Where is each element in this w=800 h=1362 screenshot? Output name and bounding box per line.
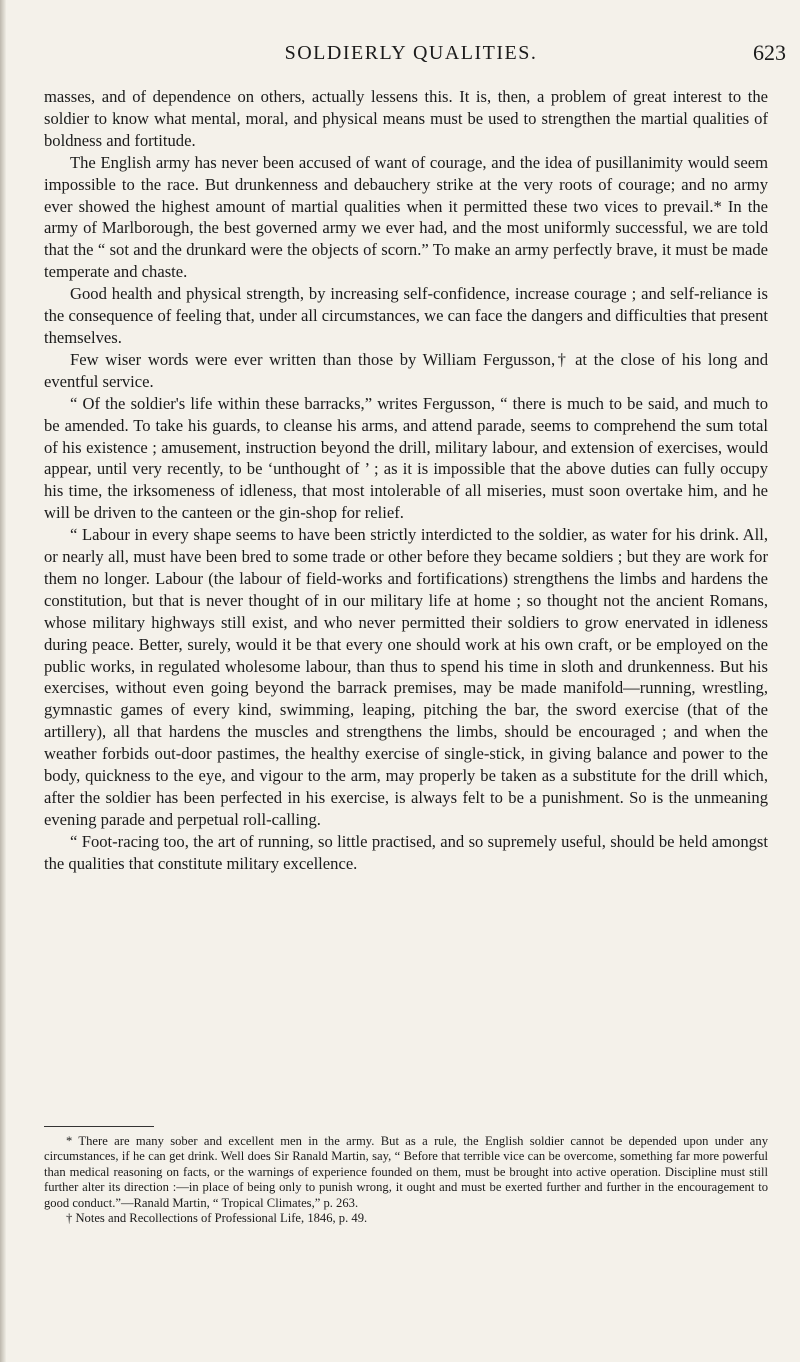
footnote-divider [44, 1126, 154, 1127]
page-binding-edge [0, 0, 6, 1362]
body-text [44, 86, 768, 875]
paragraph: “ Of the soldier's life within these barracks,” writes Fergusson, “ there is much to be said, and much to be amended. To take his guards, to cleanse his arms, and attend parade, seems to comprehend the sum total of his existence ; amusement, instruction beyond the drill, military labour, and extension of exercises, would appear, until very recently, to be ‘unthought of ’ ; as it is impossible that the above duties can fully occupy his time, the irksomeness of idleness, that most intolerable of all miseries, must soon overtake him, and he will be driven to the canteen or the gin-shop for relief. [44, 393, 768, 523]
paragraph: masses, and of dependence on others, actually lessens this. It is, then, a problem of great interest to the soldier to know what mental, moral, and physical means must be used to strengthen the martial qualities of boldness and fortitude. [44, 87, 768, 150]
running-title: SOLDIERLY QUALITIES. [284, 42, 538, 64]
paragraph: The English army has never been accused of want of courage, and the idea of pusillanimity would seem impossible to the race. But drunkenness and debauchery strike at the very roots of courage; and no army ever showed the highest amount of martial qualities when it permitted these two vices to prevail.* In the army of Marlborough, the best governed army we ever had, and the most uniformly successful, we are told that the “ sot and the drunkard were the objects of scorn.” To make an army perfectly brave, it must be made temperate and chaste. [44, 152, 768, 282]
paragraph: Good health and physical strength, by increasing self-confidence, increase courage ; and self-reliance is the consequence of feeling that, under all circumstances, we can face the dangers and difficulties that present themselves. [44, 284, 768, 347]
page-header [36, 42, 786, 82]
paragraph: “ Labour in every shape seems to have been strictly interdicted to the soldier, as water for his drink. All, or nearly all, must have been bred to some trade or other before they became soldiers ; but they are work for them no longer. Labour (the labour of field-works and fortifications) strengthens the limbs and hardens the constitution, but that is never thought of in our military life at home ; so thought not the ancient Romans, whose military highways still exist, and who never permitted their soldiers to grow enervated in idleness during peace. Better, surely, would it be that every one should work at his own craft, or be employed on the public works, in regulated wholesome labour, than thus to spend his time in sloth and drunkenness. But his exercises, without even going beyond the barrack premises, may be made manifold—running, wrestling, gymnastic games of every kind, swimming, leaping, pitching the bar, the sword exercise (that of the artillery), all that hardens the muscles and strengthens the limbs, should be encouraged ; and when the weather forbids out-door pastimes, the healthy exercise of single-stick, in giving balance and power to the body, quickness to the eye, and vigour to the arm, may properly be taken as a substitute for the drill which, after the soldier has been perfected in his exercise, is always felt to be a punishment. So is the unmeaning evening parade and perpetual roll-calling. [44, 525, 768, 829]
footnote: † Notes and Recollections of Professional Life, 1846, p. 49. [66, 1211, 368, 1226]
paragraph: “ Foot-racing too, the art of running, so little practised, and so supremely useful, should be held amongst the qualities that constitute military excellence. [44, 831, 768, 873]
paragraph: Few wiser words were ever written than those by William Fergusson,† at the close of his long and eventful service. [44, 349, 768, 391]
page-number: 623 [753, 40, 786, 65]
footnotes [44, 1134, 768, 1226]
footnote: * There are many sober and excellent men in the army. But as a rule, the English soldier cannot be depended upon under any circumstances, if he can get drink. Well does Sir Ranald Martin, say, “ Before that terrible vice can be overcome, something far more powerful than medical reasoning on facts, or the warnings of experience founded on them, must be brought into active operation. Discipline must still further alter its direction :—in place of being only to punish wrong, it ought and must be exerted further and further in the encouragement to good conduct.”—Ranald Martin, “ Tropical Climates,” p. 263. [44, 1134, 768, 1210]
